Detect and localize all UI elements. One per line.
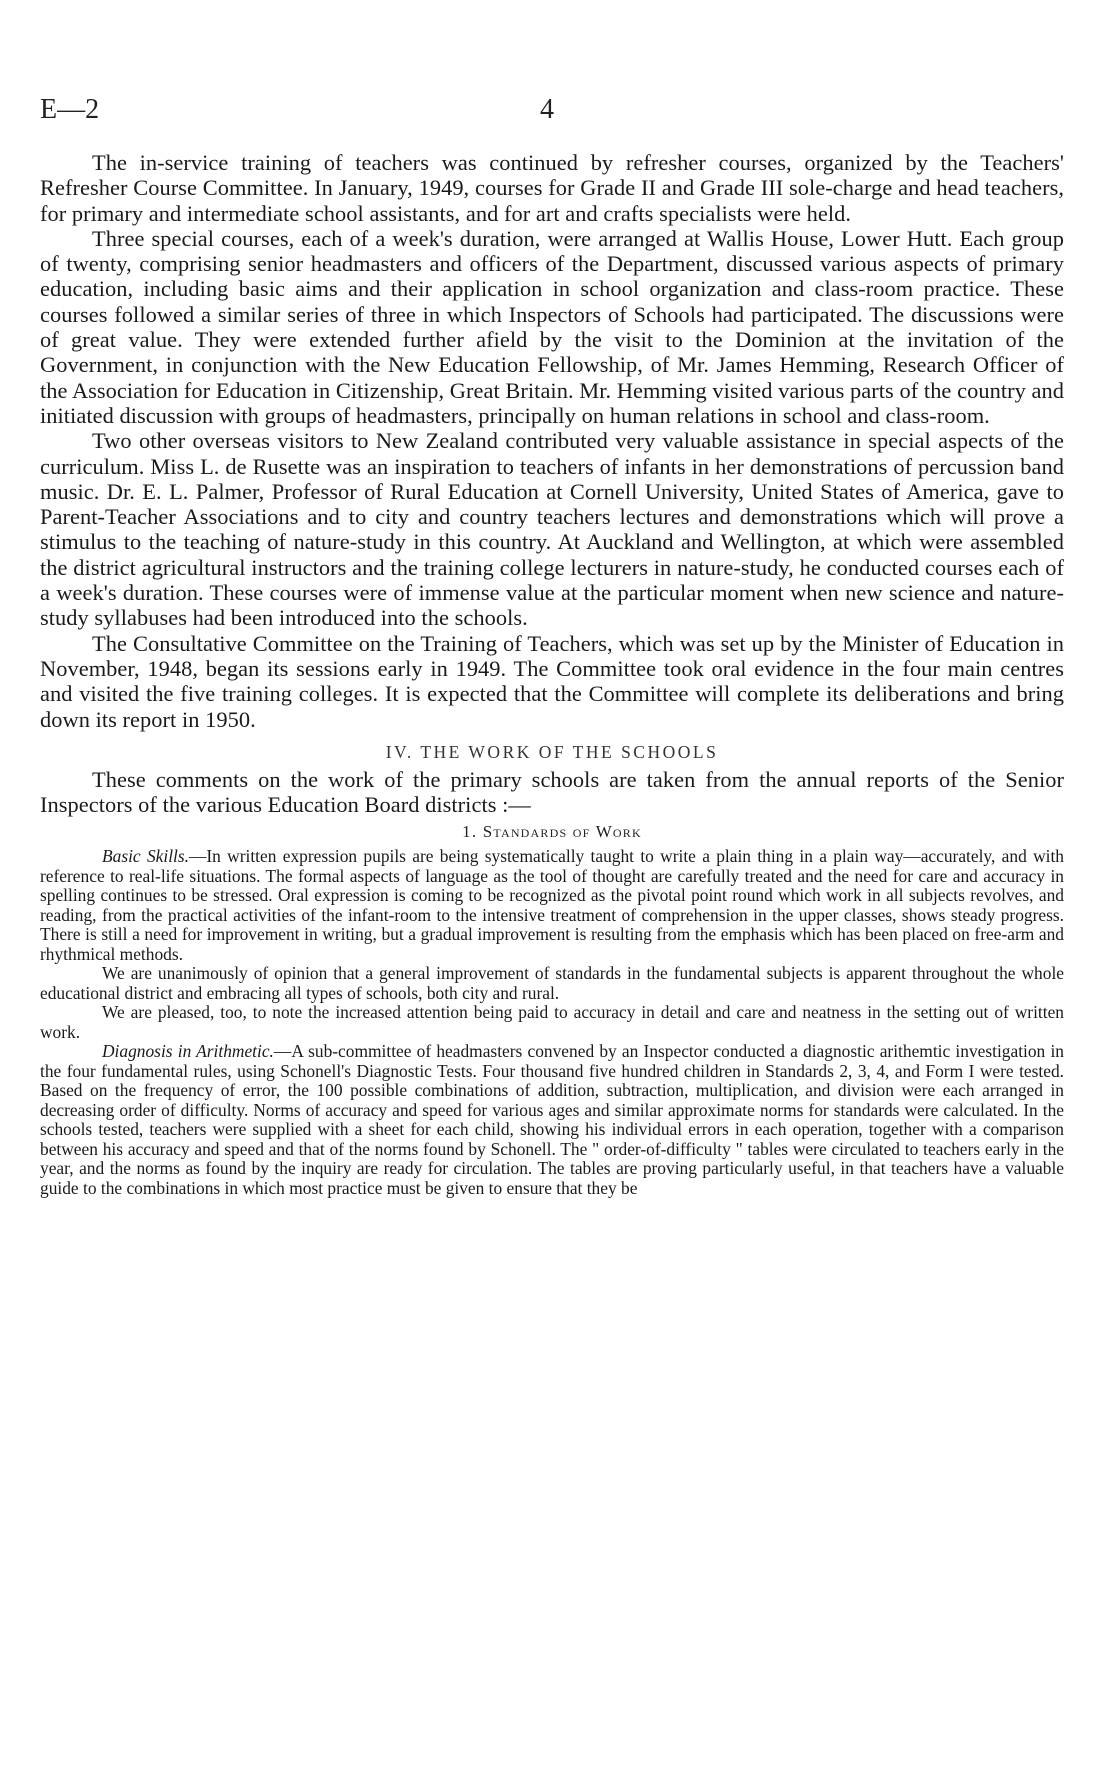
section-intro: These comments on the work of the primary schools are taken from the annual reports of the Senior Inspectors of the various Education Board districts :— (40, 766, 1064, 818)
paragraph: The Consultative Committee on the Training of Teachers, which was set up by the Minister of Education in November, 1948, began its sessions early in 1949. The Committee took oral evidence in the four main centres and visited the five training colleges. It is expected that the Committee will complete its deliberations and bring down its report in 1950. (40, 630, 1064, 732)
paragraph: Two other overseas visitors to New Zealand contributed very valuable assistance in special aspects of the curriculum. Miss L. de Rusette was an inspiration to teachers of infants in her demonstrations of percussion band music. Dr. E. L. Palmer, Professor of Rural Education at Cornell University, United States of America, gave to Parent-Teacher Associations and to city and country teachers lectures and demonstrations which will prove a stimulus to the teaching of nature-study in this country. At Auckland and Wellington, at which were assembled the district agricultural instructors and the training college lecturers in nature-study, he conducted courses each of a week's duration. These courses were of immense value at the particular moment when new science and nature-study syllabuses had been introduced into the schools. (40, 428, 1064, 631)
document-page (40, 94, 1064, 1198)
paragraph (40, 847, 1064, 964)
section-heading: IV. THE WORK OF THE SCHOOLS (385, 741, 719, 762)
paragraph-text: —In written expression pupils are being systematically taught to write a plain thing in a plain way—accurately, and with reference to real-life situations. The formal aspects of language as the tool of thought are carefully treated and the need for care and accuracy in spelling continues to be stressed. Oral expression is coming to be recognized as the pivotal point round which work in all subjects revolves, and reading, from the practical activities of the infant-room to the intensive treatment of comprehension in the upper classes, shows steady progress. There is still a need for improvement in writing, but a gradual improvement is resulting from the emphasis which has been placed on free-arm and rhythmical methods. (40, 846, 1064, 964)
subsection-heading: 1. Standards of Work (462, 822, 642, 842)
page-number: 4 (540, 94, 554, 125)
paragraph-text: —A sub-committee of headmasters convened by an Inspector conducted a diagnostic arithemtic investigation in the four fundamental rules, using Schonell's Diagnostic Tests. Four thousand five hundred children in Standards 2, 3, 4, and Form I were tested. Based on the frequency of error, the 100 possible combinations of addition, subtraction, multiplication, and division were each arranged in decreasing order of difficulty. Norms of accuracy and speed for various ages and similar approximate norms for standards were calculated. In the schools tested, teachers were supplied with a sheet for each child, showing his individual errors in each operation, together with a comparison between his accuracy and speed and that of the norms found by Schonell. The " order-of-difficulty " tables were circulated to teachers early in the year, and the norms as found by the inquiry are ready for circulation. The tables are proving particularly useful, in that teachers have a valuable guide to the combinations in which most practice must be given to ensure that they be (40, 1041, 1064, 1198)
paragraph (40, 964, 1064, 1003)
document-reference: E—2 (40, 94, 100, 125)
page-header (40, 94, 1064, 134)
subsection (40, 823, 1064, 1198)
paragraph-lead: Diagnosis in Arithmetic. (102, 1041, 274, 1062)
paragraph-text: We are unanimously of opinion that a general improvement of standards in the fundamental subjects is apparent throughout the whole educational district and embracing all types of schools, both city and rural. (40, 963, 1064, 1003)
paragraph: The in-service training of teachers was continued by refresher courses, organized by the Teachers' Refresher Course Committee. In January, 1949, courses for Grade II and Grade III sole-charge and head teachers, for primary and intermediate school assistants, and for art and crafts specialists were held. (40, 150, 1064, 226)
paragraph (40, 1042, 1064, 1198)
paragraph (40, 1003, 1064, 1042)
paragraph: Three special courses, each of a week's duration, were arranged at Wallis House, Lower Hutt. Each group of twenty, comprising senior headmasters and officers of the Department, discussed various aspects of primary education, including basic aims and their application in school organization and class-room practice. These courses followed a similar series of three in which Inspectors of Schools had participated. The discussions were of great value. They were extended further afield by the visit to the Dominion at the invitation of the Government, in conjunction with the New Education Fellowship, of Mr. James Hemming, Research Officer of the Association for Education in Citizenship, Great Britain. Mr. Hemming visited various parts of the country and initiated discussion with groups of headmasters, principally on human relations in school and class-room. (40, 225, 1064, 428)
paragraph-lead: Basic Skills. (102, 846, 189, 867)
body-text (40, 150, 1064, 817)
paragraph-text: We are pleased, too, to note the increased attention being paid to accuracy in detail and care and neatness in the setting out of written work. (40, 1002, 1064, 1042)
